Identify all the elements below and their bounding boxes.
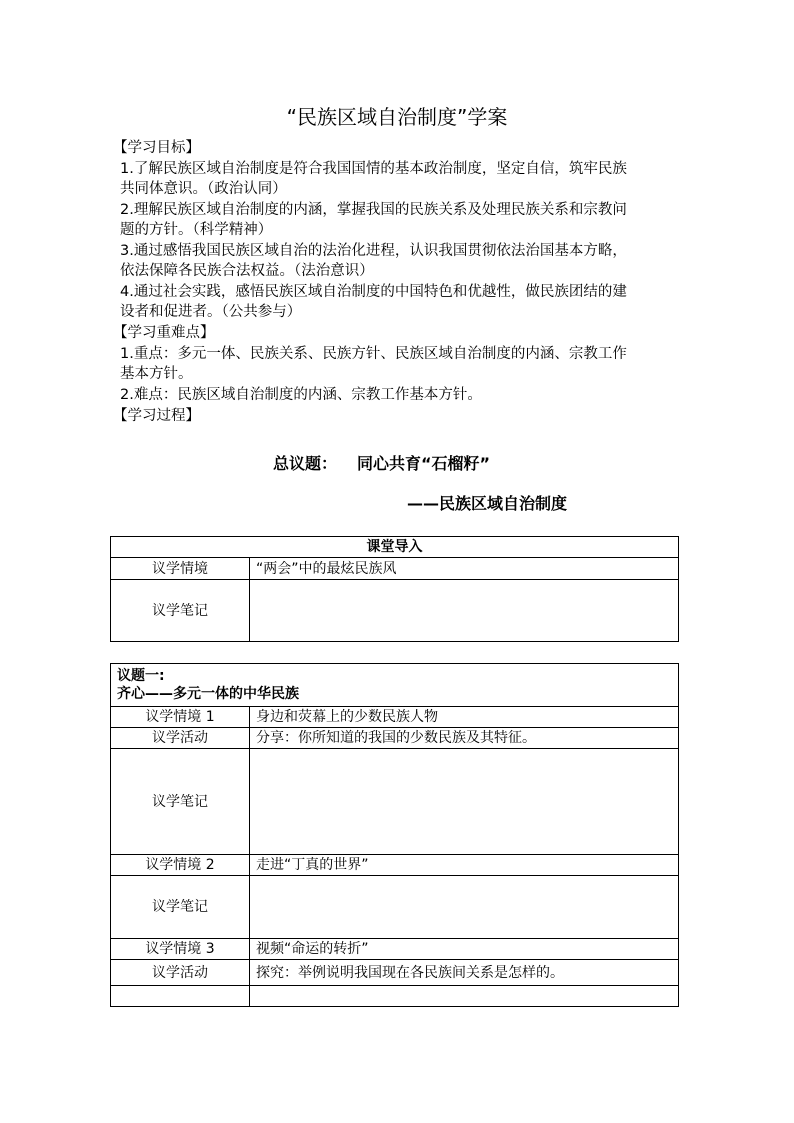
scenario-3-content: 视频“命运的转折”	[250, 939, 679, 960]
activity-1-content: 分享：你所知道的我国的少数民族及其特征。	[250, 728, 679, 749]
scenario-2-content: 走进“丁真的世界”	[250, 855, 679, 876]
blank-row-field[interactable]	[250, 986, 679, 1007]
intro-notes-field[interactable]	[250, 580, 679, 642]
notes-1-field[interactable]	[250, 749, 679, 855]
topic-one-title: 齐心——多元一体的中华民族	[117, 686, 299, 702]
goal-line: 2.理解民族区域自治制度的内涵，掌握我国的民族关系及处理民族关系和宗教问	[120, 202, 627, 218]
key-point-line: 基本方针。	[120, 366, 193, 382]
goal-line: 共同体意识。（政治认同）	[120, 181, 287, 197]
main-topic: 同心共育“石榴籽”	[357, 454, 491, 473]
activity-3-content: 探究：举例说明我国现在各民族间关系是怎样的。	[250, 960, 679, 986]
main-topic-label: 总议题：	[273, 454, 338, 473]
key-point-line: 2.难点：民族区域自治制度的内涵、宗教工作基本方针。	[120, 387, 482, 403]
key-point-line: 1.重点：多元一体、民族关系、民族方针、民族区域自治制度的内涵、宗教工作	[120, 346, 627, 362]
goal-line: 题的方针。（科学精神）	[120, 222, 273, 238]
topic-one-table	[110, 663, 679, 1007]
scenario-1-content: 身边和荧幕上的少数民族人物	[250, 707, 679, 728]
topic-one-number: 议题一:	[117, 668, 165, 684]
intro-table-header: 课堂导入	[111, 537, 679, 558]
goal-line: 依法保障各民族合法权益。（法治意识）	[120, 263, 374, 279]
key-points-header: 【学习重难点】	[113, 325, 215, 341]
intro-table	[110, 536, 679, 642]
notes-1-label: 议学笔记	[111, 749, 250, 855]
main-topic-subtitle: ——民族区域自治制度	[407, 494, 568, 513]
process-header: 【学习过程】	[113, 408, 200, 424]
scenario-1-label: 议学情境 1	[111, 707, 250, 728]
goal-line: 3.通过感悟我国民族区域自治的法治化进程，认识我国贯彻依法治国基本方略，	[120, 243, 627, 259]
intro-scenario-label: 议学情境	[111, 558, 250, 580]
activity-1-label: 议学活动	[111, 728, 250, 749]
activity-3-label: 议学活动	[111, 960, 250, 986]
scenario-3-label: 议学情境 3	[111, 939, 250, 960]
page-title: “民族区域自治制度”学案	[286, 105, 508, 129]
intro-scenario-content: “两会”中的最炫民族风	[250, 558, 679, 580]
topic-one-heading	[111, 664, 679, 707]
scenario-2-label: 议学情境 2	[111, 855, 250, 876]
goals-header: 【学习目标】	[113, 140, 200, 156]
notes-2-field[interactable]	[250, 876, 679, 939]
notes-2-label: 议学笔记	[111, 876, 250, 939]
blank-row-label	[111, 986, 250, 1007]
goal-line: 4.通过社会实践，感悟民族区域自治制度的中国特色和优越性，做民族团结的建	[120, 284, 627, 300]
goal-line: 设者和促进者。（公共参与）	[120, 304, 302, 320]
intro-notes-label: 议学笔记	[111, 580, 250, 642]
goal-line: 1.了解民族区域自治制度是符合我国国情的基本政治制度，坚定自信，筑牢民族	[120, 161, 627, 177]
